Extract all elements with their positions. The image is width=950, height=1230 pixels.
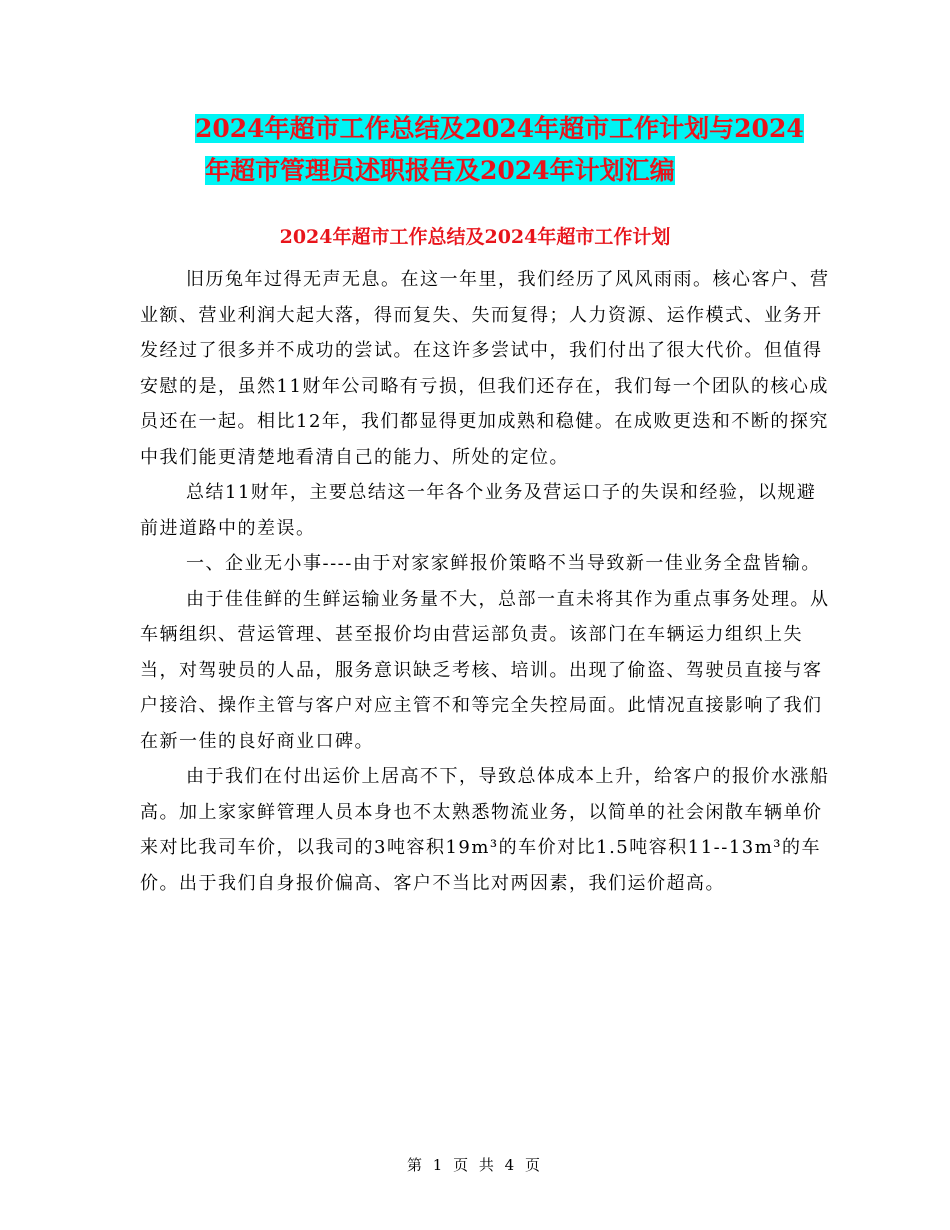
paragraph-4: 由于佳佳鲜的生鲜运输业务量不大，总部一直未将其作为重点事务处理。从车辆组织、营运管理、甚至报价均由营运部负责。该部门在车辆运力组织上失当，对驾驶员的人品，服务意识缺乏考核、培训。出现了偷盗、驾驶员直接与客户接洽、操作主管与客户对应主管不和等完全失控局面。此情况直接影响了我们在新一佳的良好商业口碑。 xyxy=(140,588,830,752)
paragraph-1: 旧历兔年过得无声无息。在这一年里，我们经历了风风雨雨。核心客户、营业额、营业利润大起大落，得而复失、失而复得；人力资源、运作模式、业务开发经过了很多并不成功的尝试。在这许多尝试中，我们付出了很大代价。但值得安慰的是，虽然11财年公司略有亏损，但我们还存在，我们每一个团队的核心成员还在一起。相比12年，我们都显得更加成熟和稳健。在成败更迭和不断的探究中我们能更清楚地看清自己的能力、所处的定位。 xyxy=(140,269,830,468)
page-footer: 第 1 页 共 4 页 xyxy=(407,1156,543,1174)
paragraph-3: 一、企业无小事----由于对家家鲜报价策略不当导致新一佳业务全盘皆输。 xyxy=(186,553,821,574)
document-title-line-2 xyxy=(140,150,820,192)
paragraph-5: 由于我们在付出运价上居高不下，导致总体成本上升，给客户的报价水涨船高。加上家家鲜管理人员本身也不太熟悉物流业务，以简单的社会闲散车辆单价来对比我司车价，以我司的3吨容积19m³的车价对比1.5吨容积11--13m³的车价。出于我们自身报价偏高、客户不当比对两因素，我们运价超高。 xyxy=(140,766,830,894)
title-highlight-2: 年超市管理员述职报告及2024年计划汇编 xyxy=(205,156,675,185)
document-title-line-1 xyxy=(140,108,820,150)
paragraph-2: 总结11财年，主要总结这一年各个业务及营运口子的失误和经验，以规避前进道路中的差误。 xyxy=(140,482,817,539)
document-body xyxy=(140,262,830,901)
document-title xyxy=(140,108,820,192)
section-title: 2024年超市工作总结及2024年超市工作计划 xyxy=(279,226,671,248)
title-highlight-1: 2024年超市工作总结及2024年超市工作计划与2024 xyxy=(195,114,804,143)
